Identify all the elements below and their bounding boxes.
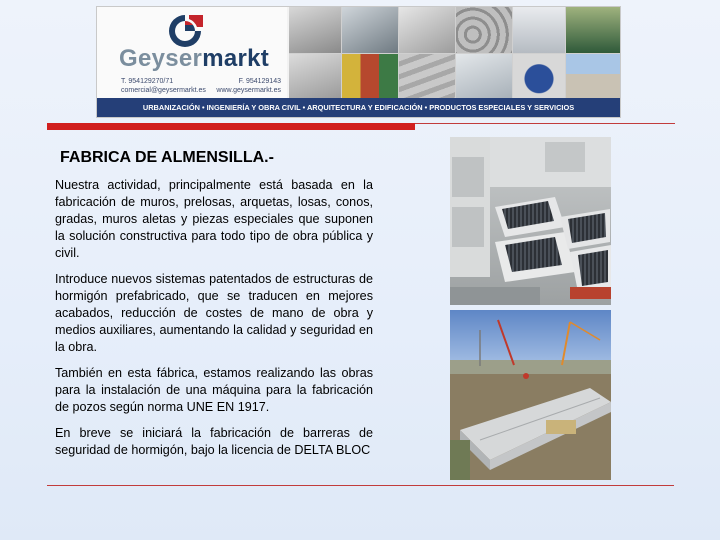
thumbnail-kiosk xyxy=(289,54,342,100)
bottom-divider-line xyxy=(47,485,674,486)
brand-name-part2: markt xyxy=(202,45,270,72)
website-link[interactable]: www.geysermarkt.es xyxy=(216,87,281,94)
email-link[interactable]: comercial@geysermarkt.es xyxy=(121,87,206,94)
red-divider-line xyxy=(415,123,675,124)
paragraph-machine: También en esta fábrica, estamos realizando las obras para la instalación de una máquina para la fabricación de pozos según norma UNE EN 1917. xyxy=(55,366,373,414)
brand-name-part1: Geyser xyxy=(119,45,203,72)
thumbnail-channels xyxy=(456,54,513,100)
contact-info xyxy=(121,77,287,95)
header-banner xyxy=(96,6,621,118)
photo-construction-site xyxy=(450,310,611,480)
construction-site-image xyxy=(450,310,611,480)
services-strip: URBANIZACIÓN • INGENIERÍA Y OBRA CIVIL • ARQUITECTURA Y EDIFICACIÓN • PRODUCTOS ESPECIALES Y SERVICIOS xyxy=(97,98,620,117)
brand-name xyxy=(119,45,269,73)
thumbnail-pavers xyxy=(342,54,399,100)
paragraph-barriers: En breve se iniciará la fabricación de barreras de seguridad de hormigón, bajo la licencia de DELTA BLOC xyxy=(55,426,373,457)
photo-precast-pieces xyxy=(450,137,611,305)
paragraph-activity: Nuestra actividad, principalmente está basada en la fabricación de muros, prelosas, arquetas, losas, conos, gradas, muros aletas y piezas especiales que suponen la solución constructiva para todo tipo de obra pública y civil. xyxy=(55,178,373,260)
thumbnail-blue-tank xyxy=(513,54,566,100)
thumbnail-building xyxy=(566,54,621,100)
precast-pieces-image xyxy=(450,137,611,305)
thumbnail-pipes xyxy=(456,7,513,54)
red-divider-bar xyxy=(47,123,415,130)
thumbnail-box xyxy=(342,7,399,54)
geysermarkt-logo-icon xyxy=(163,13,207,49)
logo-area xyxy=(97,7,287,99)
paragraph-systems: Introduce nuevos sistemas patentados de estructuras de hormigón prefabricado, que se traducen en mejores acabados, reducción de costes de mano de obra y medios auxiliares, aumentando la calidad y seguridad en la obra. xyxy=(55,272,373,354)
page-title: FABRICA DE ALMENSILLA.- xyxy=(60,149,274,166)
thumbnail-arqueta xyxy=(289,7,342,54)
fax-text: F. 954129143 xyxy=(238,78,281,85)
thumbnail-tanks xyxy=(566,7,621,54)
article-body xyxy=(55,177,373,468)
thumbnail-stairs xyxy=(399,54,456,100)
phone-text: T. 954129270/71 xyxy=(121,78,174,85)
product-thumbnails xyxy=(289,7,620,99)
thumbnail-block xyxy=(399,7,456,54)
thumbnail-manhole xyxy=(513,7,566,54)
